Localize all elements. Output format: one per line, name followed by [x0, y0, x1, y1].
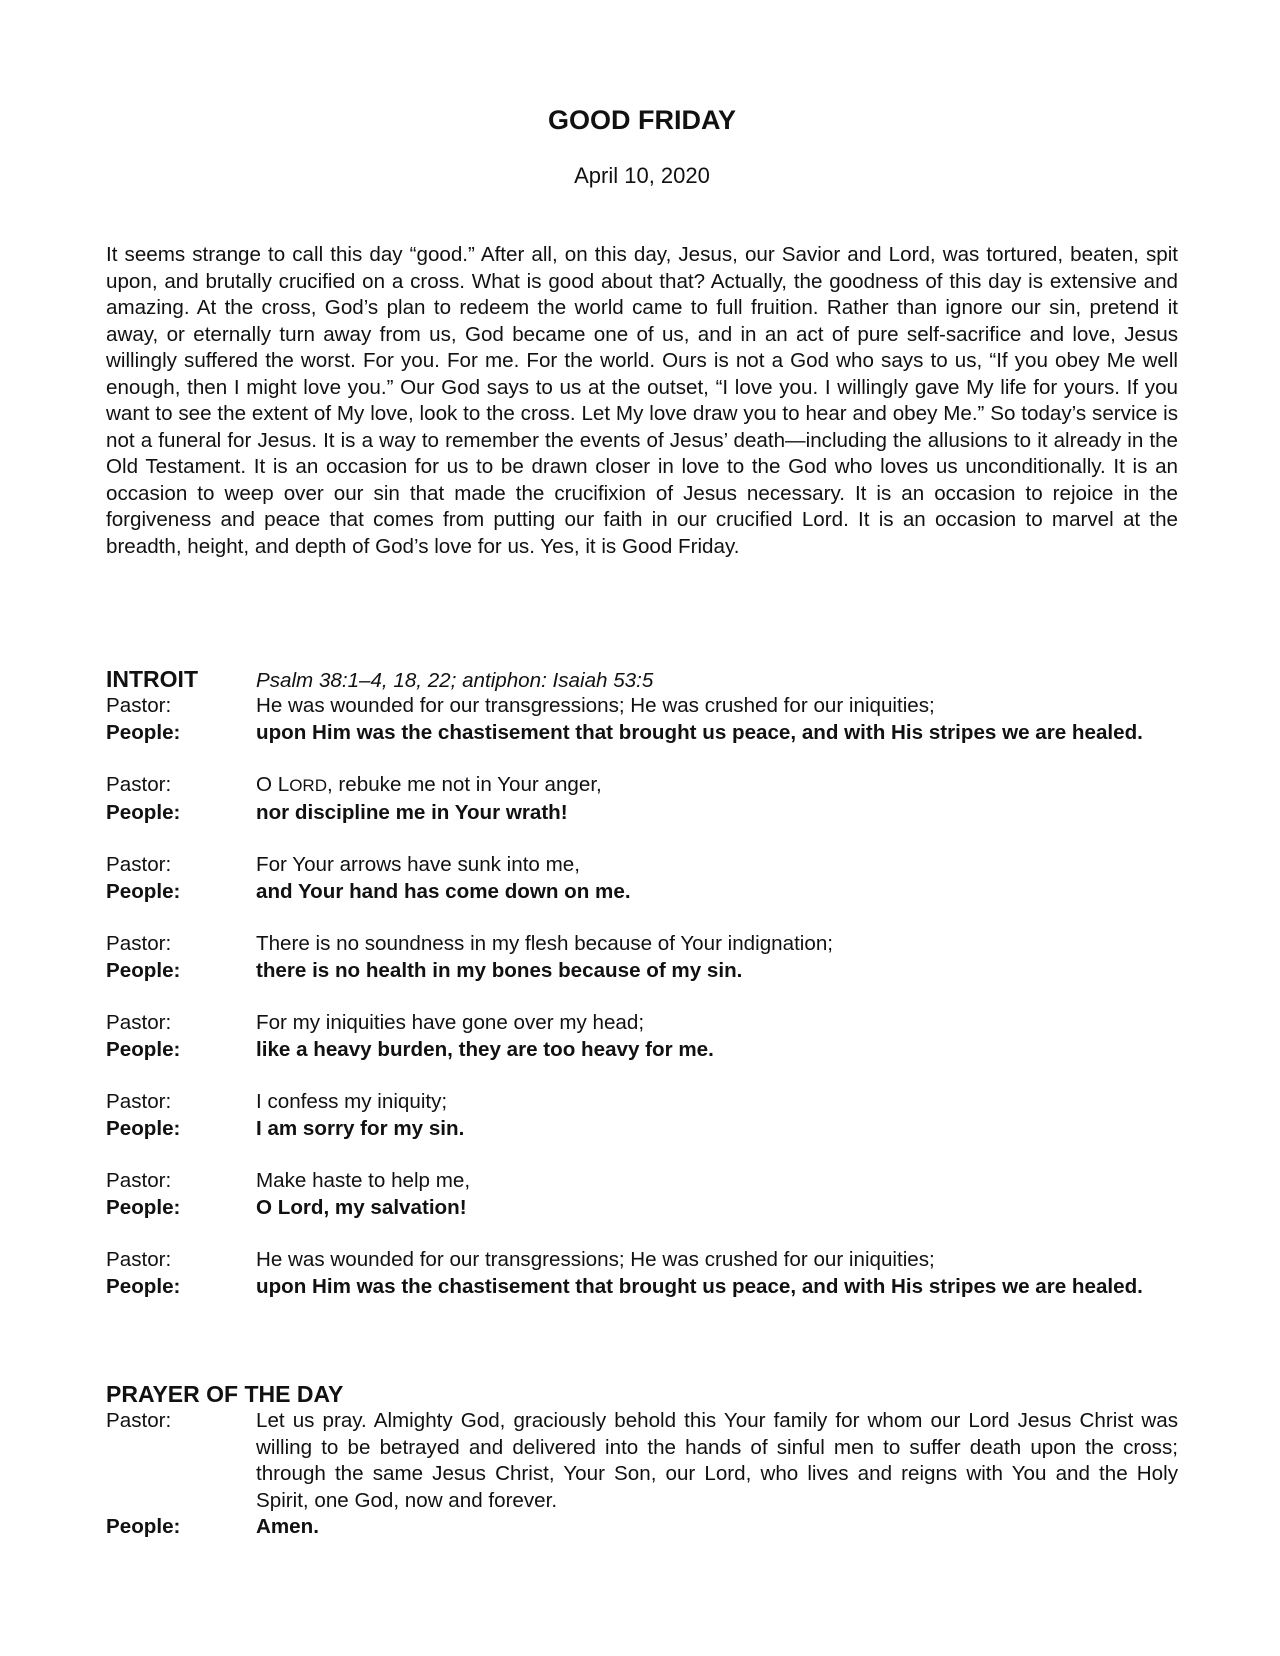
responsive-pair [106, 693, 1178, 746]
pastor-line: I confess my iniquity; [256, 1090, 448, 1113]
people-line: O Lord, my salvation! [256, 1195, 467, 1219]
responsive-pair [106, 1089, 1178, 1142]
prayer-section [106, 1380, 1178, 1541]
pastor-line: For Your arrows have sunk into me, [256, 853, 580, 876]
responsive-pair [106, 1247, 1178, 1300]
people-label: People: [106, 1037, 181, 1061]
responsive-pair [106, 1010, 1178, 1063]
people-line: and Your hand has come down on me. [256, 879, 631, 903]
pastor-label: Pastor: [106, 1248, 172, 1271]
people-line: upon Him was the chastisement that brought us peace, and with His stripes we are healed. [256, 720, 1143, 744]
pastor-line: For my iniquities have gone over my head; [256, 1011, 645, 1034]
prayer-heading: PRAYER OF THE DAY [106, 1381, 344, 1407]
people-label: People: [106, 800, 181, 824]
introit-reference: Psalm 38:1–4, 18, 22; antiphon: Isaiah 53:5 [256, 669, 654, 692]
introit-section [106, 665, 1178, 1300]
pastor-label: Pastor: [106, 1169, 172, 1192]
pastor-line: Make haste to help me, [256, 1169, 471, 1192]
intro-paragraph: It seems strange to call this day “good.” After all, on this day, Jesus, our Savior and Lord, was tortured, beaten, spit upon, and brutally crucified on a cross. What is good about that? Actually, the goodness of this day is extensive and amazing. At the cross, God’s plan to redeem the world came to full fruition. Rather than ignore our sin, pretend it away, or eternally turn away from us, God became one of us, and in an act of pure self-sacrifice and love, Jesus willingly suffered the worst. For you. For me. For the world. Ours is not a God who says to us, “If you obey Me well enough, then I might love you.” Our God says to us at the outset, “I love you. I willingly gave My life for yours. If you want to see the extent of My love, look to the cross. Let My love draw you to hear and obey Me.” So today’s service is not a funeral for Jesus. It is a way to remember the events of Jesus’ death—including the allusions to it already in the Old Testament. It is an occasion for us to be drawn closer in love to the God who loves us unconditionally. It is an occasion to weep over our sin that made the crucifixion of Jesus necessary. It is an occasion to rejoice in the forgiveness and peace that comes from putting our faith in our crucified Lord. It is an occasion to marvel at the breadth, height, and depth of God’s love for us. Yes, it is Good Friday. [106, 243, 1178, 558]
people-response: Amen. [256, 1515, 319, 1538]
pastor-line: He was wounded for our transgressions; He was crushed for our iniquities; [256, 1248, 935, 1271]
people-label: People: [106, 1274, 181, 1298]
people-line: upon Him was the chastisement that brought us peace, and with His stripes we are healed. [256, 1274, 1143, 1298]
prayer-text: Let us pray. Almighty God, graciously behold this Your family for whom our Lord Jesus Christ was willing to be betrayed and delivered into the hands of sinful men to suffer death upon the cross; through the same Jesus Christ, Your Son, our Lord, who lives and reigns with You and the Holy Spirit, one God, now and forever. [256, 1409, 1178, 1512]
pastor-line [256, 772, 1178, 800]
responsive-pair [106, 852, 1178, 905]
people-label: People: [106, 958, 181, 982]
people-label: People: [106, 1515, 181, 1538]
responsive-pair [106, 931, 1178, 984]
responsive-pair [106, 1168, 1178, 1221]
pastor-line: There is no soundness in my flesh because of Your indignation; [256, 932, 833, 955]
people-line: I am sorry for my sin. [256, 1116, 465, 1140]
people-line: there is no health in my bones because of my sin. [256, 958, 743, 982]
people-label: People: [106, 720, 181, 744]
pastor-label: Pastor: [106, 1409, 172, 1432]
introit-heading: INTROIT [106, 666, 198, 692]
responsive-pair [106, 772, 1178, 826]
service-date: April 10, 2020 [574, 163, 710, 188]
pastor-line-smallcaps: ORD [289, 776, 327, 795]
introit-header [106, 665, 1178, 693]
pastor-label: Pastor: [106, 1011, 172, 1034]
pastor-line-suffix: , rebuke me not in Your anger, [326, 773, 602, 796]
pastor-label: Pastor: [106, 853, 172, 876]
people-label: People: [106, 879, 181, 903]
people-line: nor discipline me in Your wrath! [256, 800, 568, 824]
people-label: People: [106, 1195, 181, 1219]
pastor-line-prefix: O L [256, 773, 290, 796]
pastor-label: Pastor: [106, 1090, 172, 1113]
people-line: like a heavy burden, they are too heavy for me. [256, 1037, 714, 1061]
page-title: GOOD FRIDAY [547, 105, 737, 135]
people-label: People: [106, 1116, 181, 1140]
pastor-label: Pastor: [106, 694, 172, 717]
pastor-label: Pastor: [106, 932, 172, 955]
pastor-label: Pastor: [106, 773, 172, 796]
pastor-line: He was wounded for our transgressions; He was crushed for our iniquities; [256, 694, 935, 717]
